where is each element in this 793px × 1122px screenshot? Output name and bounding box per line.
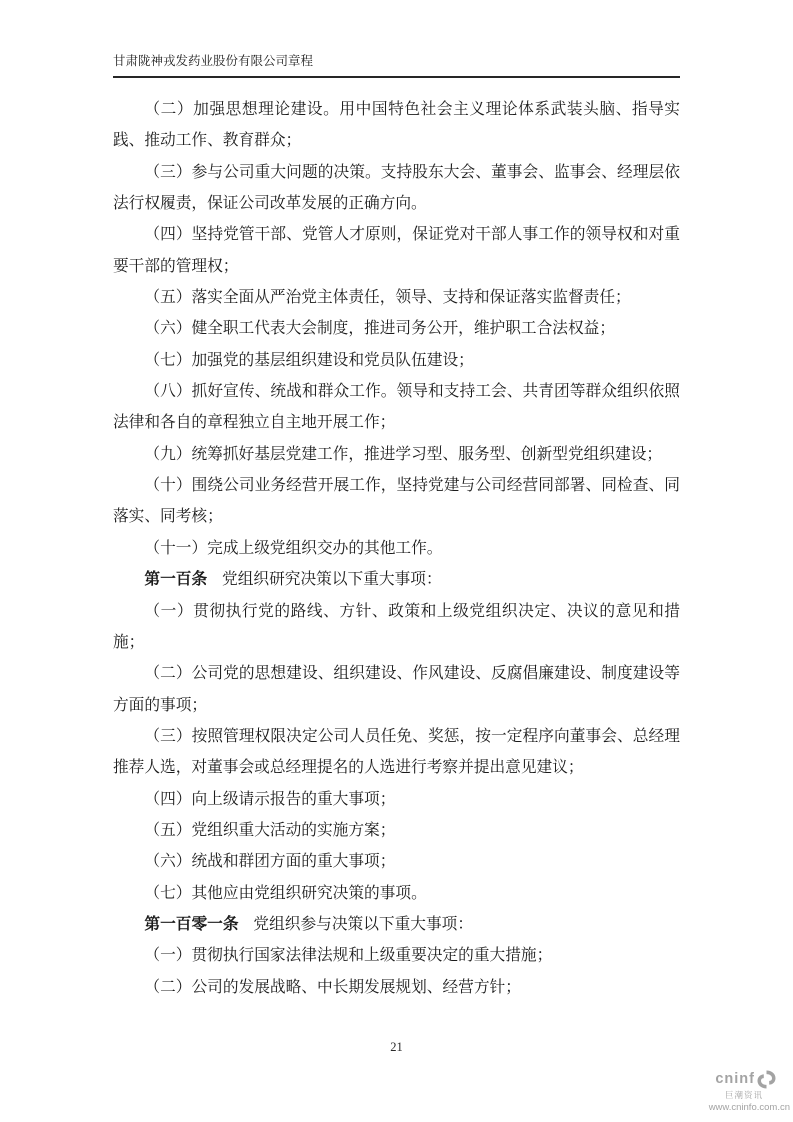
body-paragraph: （六）健全职工代表大会制度，推进司务公开，维护职工合法权益； xyxy=(144,320,616,338)
body-paragraph: （十一）完成上级党组织交办的其他工作。 xyxy=(144,539,443,557)
document-body xyxy=(113,94,680,1003)
body-paragraph: （二）公司党的思想建设、组织建设、作风建设、反腐倡廉建设、制度建设等方面的事项； xyxy=(113,665,680,714)
body-paragraph: （五）党组织重大活动的实施方案； xyxy=(144,821,396,839)
article-number: 第一百零一条 xyxy=(144,915,239,933)
page-number: 21 xyxy=(390,1040,403,1054)
page-header-title: 甘肃陇神戎发药业股份有限公司章程 xyxy=(113,54,680,78)
cninfo-chinese-name: 巨潮资讯 xyxy=(724,1090,763,1100)
article-paragraph: 第一百条 党组织研究决策以下重大事项： xyxy=(144,571,442,589)
body-paragraph: （三）按照管理权限决定公司人员任免、奖惩，按一定程序向董事会、总经理推荐人选，对董事会或总经理提名的人选进行考察并提出意见建议； xyxy=(113,727,680,777)
body-paragraph: （二）公司的发展战略、中长期发展规划、经营方针； xyxy=(144,978,521,996)
body-paragraph: （六）统战和群团方面的重大事项； xyxy=(144,853,396,871)
cninfo-brand-text: cninf xyxy=(715,1071,755,1088)
cninfo-watermark xyxy=(709,1070,790,1112)
body-paragraph: （四）向上级请示报告的重大事项； xyxy=(144,790,396,808)
body-paragraph: （四）坚持党管干部、党管人才原则，保证党对干部人事工作的领导权和对重要干部的管理权； xyxy=(113,226,680,275)
body-paragraph: （八）抓好宣传、统战和群众工作。领导和支持工会、共青团等群众组织依照法律和各自的章程独立自主地开展工作； xyxy=(113,383,680,432)
cninfo-swirl-icon xyxy=(757,1070,776,1089)
article-number: 第一百条 xyxy=(144,571,208,589)
body-paragraph: （十）围绕公司业务经营开展工作，坚持党建与公司经营同部署、同检查、同落实、同考核； xyxy=(113,477,680,526)
body-paragraph: （一）贯彻执行国家法律法规和上级重要决定的重大措施； xyxy=(144,947,553,965)
article-paragraph: 第一百零一条 党组织参与决策以下重大事项： xyxy=(144,915,474,933)
body-paragraph: （五）落实全面从严治党主体责任，领导、支持和保证落实监督责任； xyxy=(144,289,631,307)
body-paragraph: （七）加强党的基层组织建设和党员队伍建设； xyxy=(144,351,474,369)
cninfo-url: www.cninfo.com.cn xyxy=(708,1101,790,1113)
body-paragraph: （二）加强思想理论建设。用中国特色社会主义理论体系武装头脑、指导实践、推动工作、教育群众； xyxy=(113,101,680,150)
body-paragraph: （三）参与公司重大问题的决策。支持股东大会、董事会、监事会、经理层依法行权履责，保证公司改革发展的正确方向。 xyxy=(113,163,680,213)
body-paragraph: （一）贯彻执行党的路线、方针、政策和上级党组织决定、决议的意见和措施； xyxy=(113,602,680,651)
body-paragraph: （九）统筹抓好基层党建工作，推进学习型、服务型、创新型党组织建设； xyxy=(144,445,663,463)
body-paragraph: （七）其他应由党组织研究决策的事项。 xyxy=(144,884,427,902)
